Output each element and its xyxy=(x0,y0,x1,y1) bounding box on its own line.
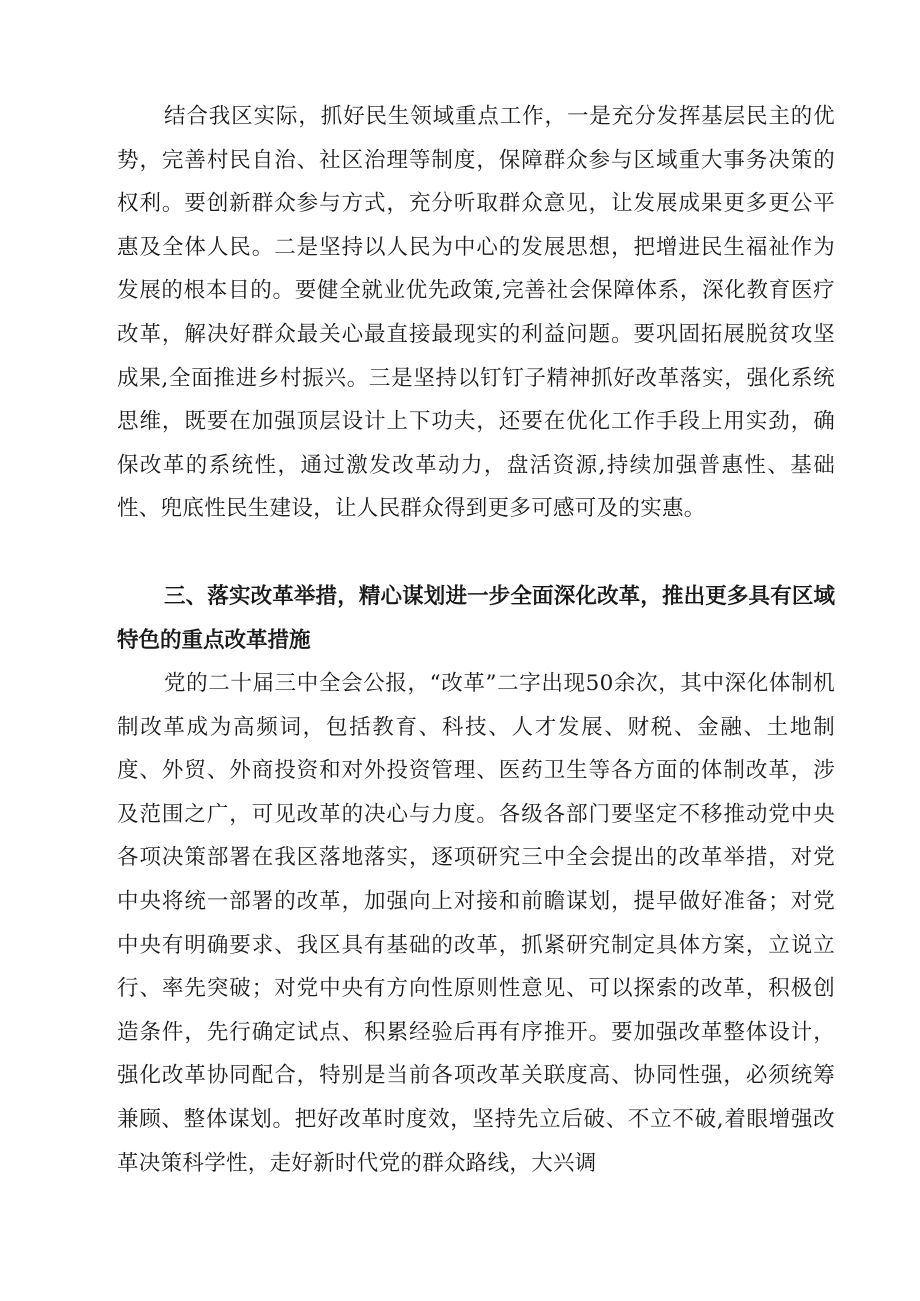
body-paragraph-livelihood: 结合我区实际，抓好民生领域重点工作，一是充分发挥基层民主的优势，完善村民自治、社区治理等制度，保障群众参与区域重大事务决策的权利。要创新群众参与方式，充分听取群众意见，让发展成果更多更公平惠及全体人民。二是坚持以人民为中心的发展思想，把增进民生福祉作为发展的根本目的。要健全就业优先政策,完善社会保障体系，深化教育医疗改革，解决好群众最关心最直接最现实的利益问题。要巩固拓展脱贫攻坚成果,全面推进乡村振兴。三是坚持以钉钉子精神抓好改革落实，强化系统思维，既要在加强顶层设计上下功夫，还要在优化工作手段上用实劲，确保改革的系统性，通过激发改革动力，盘活资源,持续加强普惠性、基础性、兜底性民生建设，让人民群众得到更多可感可及的实惠。 xyxy=(117,104,835,522)
body-paragraph-plenum-communique: 党的二十届三中全会公报，“改革”二字出现50余次，其中深化体制机制改革成为高频词，包括教育、科技、人才发展、财税、金融、土地制度、外贸、外商投资和对外投资管理、医药卫生等各方面的体制改革，涉及范围之广，可见改革的决心与力度。各级各部门要坚定不移推动党中央各项决策部署在我区落地落实，逐项研究三中全会提出的改革举措，对党中央将统一部署的改革，加强向上对接和前瞻谋划，提早做好准备；对党中央有明确要求、我区具有基础的改革，抓紧研究制定具体方案，立说立行、率先突破；对党中央有方向性原则性意见、可以探索的改革，积极创造条件，先行确定试点、积累经验后再有序推开。要加强改革整体设计，强化改革协同配合，特别是当前各项改革关联度高、协同性强，必须统筹兼顾、整体谋划。把好改革时度效，坚持先立后破、不立不破,着眼增强改革决策科学性，走好新时代党的群众路线，大兴调 xyxy=(117,671,835,1176)
section-heading-reform-measures: 三、落实改革举措，精心谋划进一步全面深化改革，推出更多具有区域特色的重点改革措施 xyxy=(117,584,835,653)
